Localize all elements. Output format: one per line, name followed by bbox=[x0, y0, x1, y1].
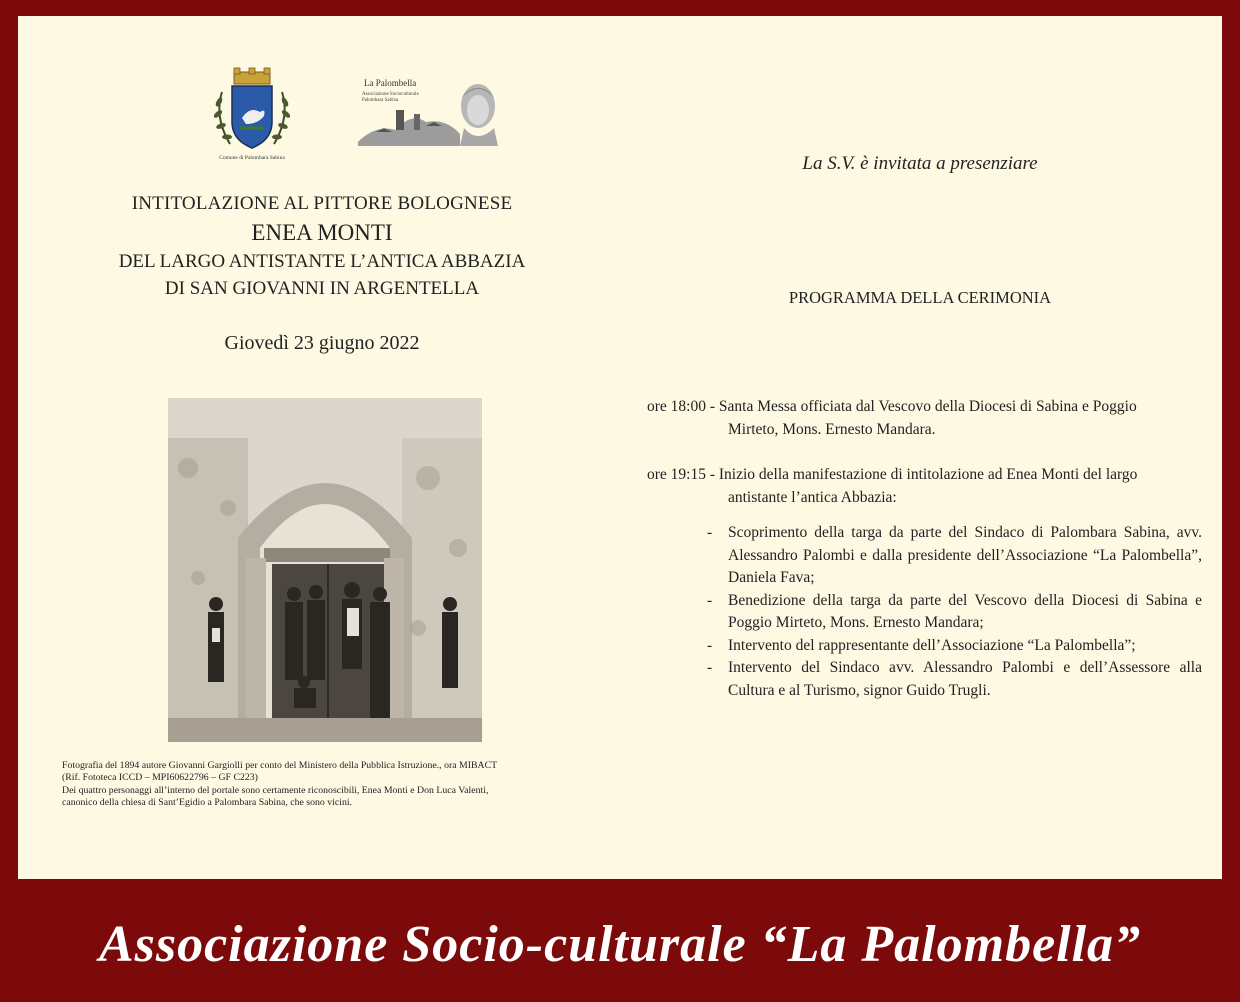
bullet-text: Benedizione della targa da parte del Vescovo della Diocesi di Sabina e Poggio Mirteto, Mons. Ernesto Mandara; bbox=[728, 591, 1202, 631]
palombella-sub2: Palombara Sabina bbox=[362, 98, 399, 103]
invitation-line: La S.V. è invitata a presenziare bbox=[802, 153, 1038, 174]
bullet-dash: - bbox=[707, 591, 713, 609]
program-title: PROGRAMMA DELLA CERIMONIA bbox=[788, 288, 1052, 307]
ceremony-steps bbox=[707, 522, 1202, 702]
event-title bbox=[62, 190, 582, 302]
entry-continuation: antistante l’antica Abbazia: bbox=[728, 488, 897, 506]
caption-line-4: canonico della chiesa di Sant’Egidio a Palombara Sabina, che sono vicini. bbox=[62, 796, 353, 808]
bullet-dash: - bbox=[707, 524, 713, 541]
program-entry bbox=[647, 396, 1202, 441]
comune-caption: Comune di Palombara Sabina bbox=[219, 155, 285, 161]
association-footer: Associazione Socio-culturale “La Palombella” bbox=[98, 916, 1142, 973]
caption-line-1: Fotografia del 1894 autore Giovanni Gargiolli per conto del Ministero della Pubblica Istruzione., ora MIBACT bbox=[62, 760, 498, 771]
title-line-1: INTITOLAZIONE AL PITTORE BOLOGNESE bbox=[131, 193, 513, 214]
bullet-text: Scoprimento della targa da parte del Sindaco di Palombara Sabina, avv. Alessandro Palombi e dalla presidente dell’Associazione “La Palombella”, Daniela Fava; bbox=[728, 524, 1202, 586]
program-list bbox=[647, 396, 1202, 702]
entry-text: Inizio della manifestazione di intitolazione ad Enea Monti del largo bbox=[718, 466, 1138, 483]
entry-time: ore 19:15 - bbox=[647, 466, 719, 483]
title-line-4: DI SAN GIOVANNI IN ARGENTELLA bbox=[164, 278, 480, 299]
event-date: Giovedì 23 giugno 2022 bbox=[224, 332, 420, 354]
title-line-3: DEL LARGO ANTISTANTE L’ANTICA ABBAZIA bbox=[118, 251, 526, 272]
palombella-subtitle bbox=[362, 92, 419, 104]
program-entry bbox=[647, 464, 1202, 509]
list-item bbox=[707, 635, 1202, 658]
caption-line-3: Dei quattro personaggi all’interno del portale sono certamente riconoscibili, Enea Monti e Don Luca Valenti, bbox=[62, 784, 489, 796]
bullet-dash: - bbox=[707, 659, 713, 676]
palombella-logo bbox=[356, 62, 506, 162]
list-item bbox=[707, 657, 1202, 702]
palombella-sub1: Associazione Socioculturale bbox=[362, 92, 419, 97]
comune-crest-logo bbox=[200, 62, 304, 168]
title-line-2: ENEA MONTI bbox=[251, 220, 393, 245]
entry-continuation: Mirteto, Mons. Ernesto Mandara. bbox=[728, 420, 936, 438]
caption-line-2: (Rif. Fototeca ICCD – MPI60622796 – GF C223) bbox=[62, 772, 258, 784]
list-item bbox=[707, 590, 1202, 635]
historical-photo bbox=[168, 398, 482, 742]
bullet-text: Intervento del Sindaco avv. Alessandro Palombi e dell’Assessore alla Cultura e al Turismo, signor Guido Trugli. bbox=[728, 659, 1202, 699]
palombella-title: La Palombella bbox=[364, 78, 417, 88]
bullet-dash: - bbox=[707, 636, 713, 654]
entry-text: Santa Messa officiata dal Vescovo della Diocesi di Sabina e Poggio bbox=[718, 398, 1137, 415]
bullet-text: Intervento del rappresentante dell’Associazione “La Palombella”; bbox=[728, 636, 1136, 654]
entry-time: ore 18:00 - bbox=[647, 398, 719, 415]
list-item bbox=[707, 522, 1202, 590]
photo-caption bbox=[62, 760, 582, 809]
